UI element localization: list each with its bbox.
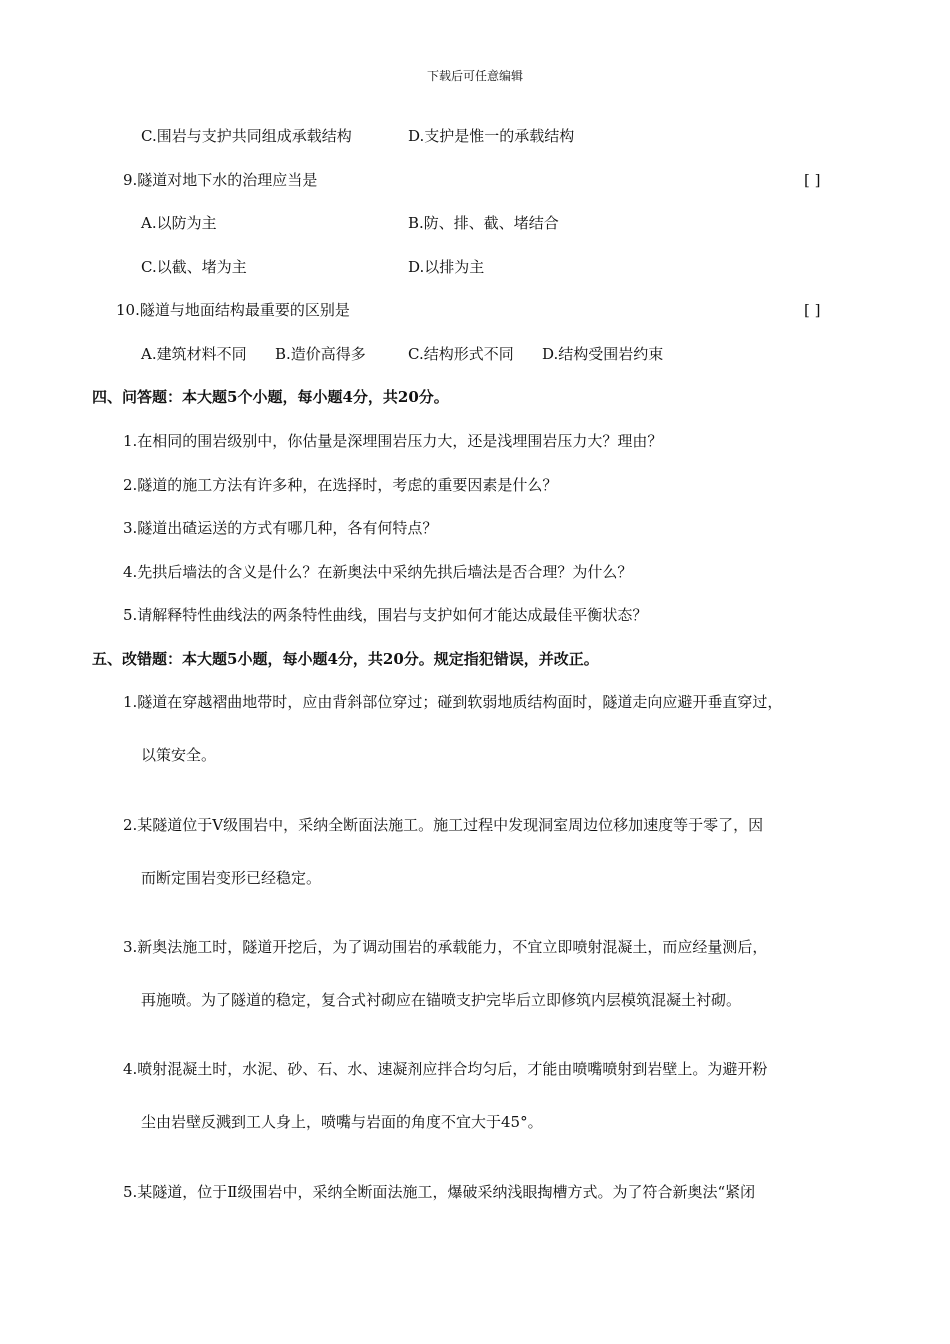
section5-item-2-line-1: 2.某隧道位于Ⅴ级围岩中，采纳全断面法施工。施工过程中发现洞室周边位移加速度等于零了，因 [123, 816, 764, 834]
section5-item-2-line-2: 而断定围岩变形已经稳定。 [141, 869, 322, 887]
q10-option-b: B.造价高得多 [275, 345, 366, 363]
q9-answer-bracket: [ ] [804, 171, 821, 189]
section5-item-1-line-1: 1.隧道在穿越褶曲地带时，应由背斜部位穿过；碰到软弱地质结构面时，隧道走向应避开垂直穿过， [123, 693, 783, 711]
section5-item-3-line-2: 再施喷。为了隧道的稳定，复合式衬砌应在锚喷支护完毕后立即修筑内层模筑混凝土衬砌。 [141, 991, 742, 1009]
section4-question-3: 3.隧道出碴运送的方式有哪几种，各有何特点？ [123, 519, 438, 537]
section5-item-1-line-2: 以策安全。 [141, 746, 217, 764]
page-header: 下载后可任意编辑 [426, 69, 523, 83]
section4-heading: 四、问答题：本大题5个小题，每小题4分，共20分。 [92, 388, 449, 406]
section5-item-4-line-1: 4.喷射混凝土时，水泥、砂、石、水、速凝剂应拌合均匀后，才能由喷嘴喷射到岩壁上。为避开粉 [123, 1060, 768, 1078]
section5-item-4-line-2: 尘由岩壁反溅到工人身上，喷嘴与岩面的角度不宜大于45°。 [141, 1113, 543, 1131]
q10-option-c: C.结构形式不同 [408, 345, 514, 363]
q10-stem: 10.隧道与地面结构最重要的区别是 [116, 301, 350, 319]
q9-option-a: A.以防为主 [141, 214, 217, 232]
section4-question-4: 4.先拱后墙法的含义是什么？在新奥法中采纳先拱后墙法是否合理？为什么？ [123, 563, 633, 581]
section5-item-3-line-1: 3.新奥法施工时，隧道开挖后，为了调动围岩的承载能力，不宜立即喷射混凝土，而应经量测后， [123, 938, 768, 956]
q10-option-a: A.建筑材料不同 [141, 345, 247, 363]
section4-question-2: 2.隧道的施工方法有许多种，在选择时，考虑的重要因素是什么？ [123, 476, 558, 494]
section5-heading: 五、改错题：本大题5小题，每小题4分，共20分。规定指犯错误，并改正。 [92, 650, 599, 668]
q10-answer-bracket: [ ] [804, 301, 821, 319]
q9-stem: 9.隧道对地下水的治理应当是 [123, 171, 318, 189]
q9-option-b: B.防、排、截、堵结合 [408, 214, 559, 232]
q8-option-d: D.支护是惟一的承载结构 [408, 127, 575, 145]
section4-question-5: 5.请解释特性曲线法的两条特性曲线，围岩与支护如何才能达成最佳平衡状态？ [123, 606, 648, 624]
q8-option-c: C.围岩与支护共同组成承载结构 [141, 127, 352, 145]
section4-question-1: 1.在相同的围岩级别中，你估量是深埋围岩压力大，还是浅埋围岩压力大？理由？ [123, 432, 663, 450]
section5-item-5-line-1: 5.某隧道，位于Ⅱ级围岩中，采纳全断面法施工，爆破采纳浅眼掏槽方式。为了符合新奥法“紧闭 [123, 1183, 756, 1201]
q10-option-d: D.结构受围岩约束 [542, 345, 664, 363]
q9-option-c: C.以截、堵为主 [141, 258, 247, 276]
q9-option-d: D.以排为主 [408, 258, 485, 276]
